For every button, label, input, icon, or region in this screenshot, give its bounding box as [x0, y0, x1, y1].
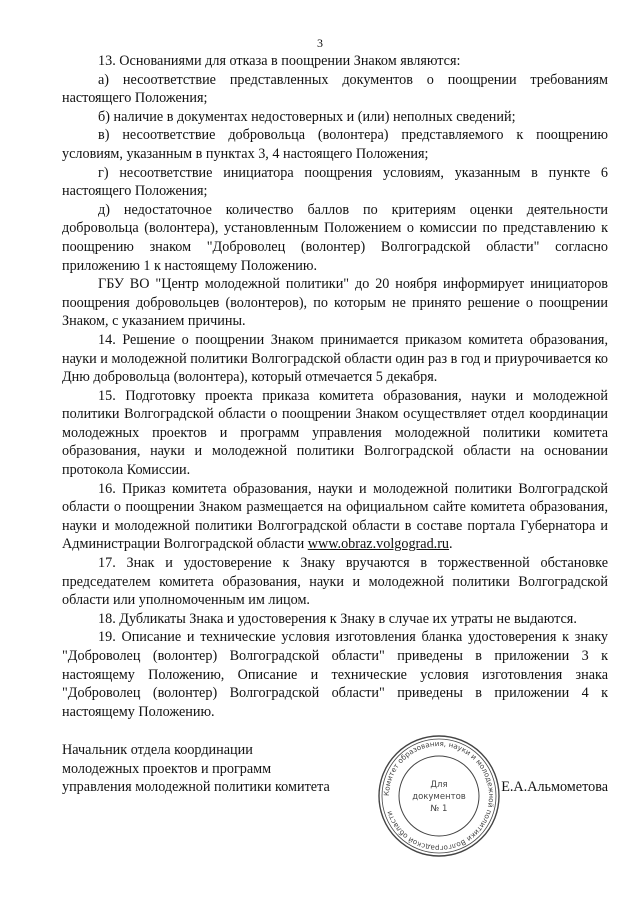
document-body — [62, 52, 608, 721]
paragraph-18: 18. Дубликаты Знака и удостоверения к Знаку в случае их утраты не выдаются. — [98, 610, 577, 627]
position-line: управления молодежной политики комитета — [62, 779, 330, 796]
paragraph-16 — [62, 480, 608, 554]
website-link[interactable]: www.obraz.volgograd.ru — [307, 536, 450, 553]
paragraph-13d: д) недостаточное количество баллов по критериям оценки деятельности добровольца (волонтера), установленным Положением о комиссии по представлению к поощрению знаком "Доброволец (волонтер) Волгоградской области" согласно приложению 1 к настоящему Положению. — [62, 201, 608, 274]
stamp-inner-line: Для — [430, 780, 448, 790]
paragraph-gbu-notice: ГБУ ВО "Центр молодежной политики" до 20 ноября информирует инициаторов поощрения добровольцев (волонтеров), по которым не принято решение о поощрении Знаком, с указанием причины. — [62, 276, 608, 330]
paragraph-19: 19. Описание и технические условия изготовления бланка удостоверения к знаку "Доброволец (волонтер) Волгоградской области" приведены в приложении 3 к настоящему Положению, Описание и технические условия изготовления знака "Доброволец (волонтер) Волгоградской области" приведены в приложении 4 к настоящему Положению. — [62, 629, 608, 720]
stamp-inner-line: № 1 — [430, 804, 448, 814]
signatory-name: Е.А.Альмометова — [501, 779, 608, 795]
signature-block — [62, 738, 608, 871]
paragraph-13a: а) несоответствие представленных документов о поощрении требованиям настоящего Положения; — [62, 71, 608, 107]
stamp-outer-text: Комитет образования, науки и молодежной политики Волгоградской области — [381, 738, 497, 854]
signatory-position — [62, 741, 352, 797]
paragraph-13g: г) несоответствие инициатора поощрения условиям, указанным в пункте 6 настоящего Положения; — [62, 164, 608, 200]
paragraph-16-text: 16. Приказ комитета образования, науки и молодежной политики Волгоградской области о поощрении Знаком размещается на официальном сайте комитета образования, науки и молодежной политики Волгоградской области в составе портала Губернатора и Администрации Волгоградской области — [62, 480, 608, 553]
position-line: Начальник отдела координации — [62, 742, 253, 758]
page-number: 3 — [317, 36, 323, 50]
paragraph-13: 13. Основаниями для отказа в поощрении Знаком являются: — [98, 53, 461, 69]
stamp-inner-line: документов — [412, 792, 466, 802]
paragraph-13v: в) несоответствие добровольца (волонтера) представляемого к поощрению условиям, указанным в пунктах 3, 4 настоящего Положения; — [62, 127, 608, 162]
paragraph-16-end: . — [449, 536, 453, 553]
position-line: молодежных проектов и программ — [62, 760, 272, 777]
paragraph-14: 14. Решение о поощрении Знаком принимается приказом комитета образования, науки и молодежной политики Волгоградской области один раз в год и приурочивается ко Дню добровольца (волонтера), который отмечается 5 декабря. — [62, 331, 608, 386]
paragraph-13b: б) наличие в документах недостоверных и (или) неполных сведений; — [98, 108, 516, 125]
official-stamp-icon — [374, 731, 504, 861]
paragraph-17: 17. Знак и удостоверение к Знаку вручаются в торжественной обстановке председателем комитета образования, науки и молодежной политики Волгоградской области или уполномоченным им лицом. — [62, 555, 608, 609]
paragraph-15: 15. Подготовку проекта приказа комитета образования, науки и молодежной политики Волгоградской области о поощрении Знаком осуществляет отдел координации молодежных проектов и программ управления молодежной политики комитета образования, науки и молодежной политики Волгоградской области на основании протокола Комиссии. — [62, 387, 608, 479]
